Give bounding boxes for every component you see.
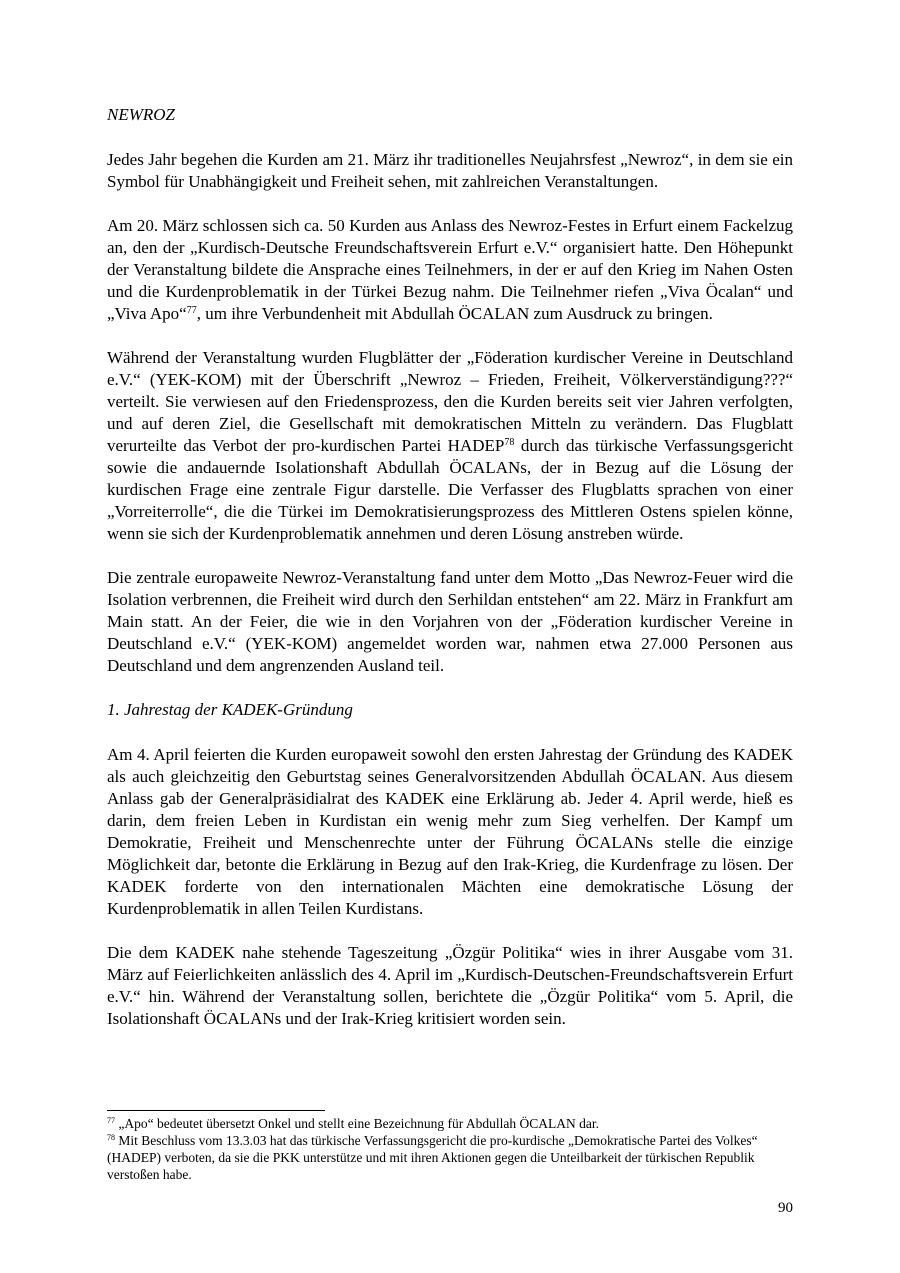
paragraph-3 — [107, 347, 793, 545]
footnote-text: Mit Beschluss vom 13.3.03 hat das türkische Verfassungsgericht die pro-kurdische „Demokratische Partei des Volkes“ (HADEP) verboten, da sie die PKK unterstütze und mit ihren Aktionen gegen die Unteilbarkeit der türkischen Republik verstoßen habe. — [107, 1133, 758, 1182]
page-number: 90 — [778, 1200, 793, 1216]
footnote-ref-78[interactable]: 78 — [504, 437, 515, 448]
paragraph-2-text-a: Am 20. März schlossen sich ca. 50 Kurden aus Anlass des Newroz-Festes in Erfurt einem Fackelzug an, den der „Kurdisch-Deutsche Freundschaftsverein Erfurt e.V.“ organisiert hatte. Den Höhepunkt der Veranstaltung bildete die Ansprache eines Teilnehmers, in der er auf den Krieg im Nahen Osten und die Kurdenproblematik in der Türkei Bezug nahm. Die Teilnehmer riefen „Viva Öcalan“ und „Viva Apo“ — [107, 216, 793, 323]
paragraph-1: Jedes Jahr begehen die Kurden am 21. März ihr traditionelles Neujahrsfest „Newroz“, in dem sie ein Symbol für Unabhängigkeit und Freiheit sehen, mit zahlreichen Veranstaltungen. — [107, 150, 793, 191]
paragraph-3-text-b: durch das türkische Verfassungsgericht sowie die andauernde Isolationshaft Abdullah ÖCALANs, der in Bezug auf die Lösung der kurdischen Frage eine zentrale Figur darstelle. Die Verfasser des Flugblatts sprachen von einer „Vorreiterrolle“, die die Türkei im Demokratisierungsprozess des Mittleren Ostens spielen könne, wenn sie sich der Kurdenproblematik annehmen und deren Lösung anstreben würde. — [107, 436, 793, 543]
footnote-77 — [107, 1115, 793, 1132]
section-heading-newroz: NEWROZ — [107, 105, 175, 124]
footnote-number: 77 — [107, 1116, 115, 1125]
footnote-text: „Apo“ bedeutet übersetzt Onkel und stellt eine Bezeichnung für Abdullah ÖCALAN dar. — [118, 1116, 599, 1131]
section-heading-kadek: 1. Jahrestag der KADEK-Gründung — [107, 700, 353, 719]
paragraph-5: Am 4. April feierten die Kurden europaweit sowohl den ersten Jahrestag der Gründung des KADEK als auch gleichzeitig den Geburtstag seines Generalvorsitzenden Abdullah ÖCALAN. Aus diesem Anlass gab der Generalpräsidialrat des KADEK eine Erklärung ab. Jeder 4. April werde, hieß es darin, dem freien Leben in Kurdistan ein wenig mehr zum Sieg verhelfen. Der Kampf um Demokratie, Freiheit und Menschenrechte unter der Führung ÖCALANs stelle die einzige Möglichkeit dar, betonte die Erklärung in Bezug auf den Irak-Krieg, die Kurdenfrage zu lösen. Der KADEK forderte von den internationalen Mächten eine demokratische Lösung der Kurdenproblematik in allen Teilen Kurdistans. — [107, 745, 793, 918]
paragraph-3-text-a: Während der Veranstaltung wurden Flugblätter der „Föderation kurdischer Vereine in Deutschland e.V.“ (YEK-KOM) mit der Überschrift „Newroz – Frieden, Freiheit, Völkerverständigung???“ verteilt. Sie verwiesen auf den Friedensprozess, den die Kurden bereits seit vier Jahren verfolgten, und auf deren Ziel, die Gesellschaft mit demokratischen Mitteln zu verändern. Das Flugblatt verurteilte das Verbot der pro-kurdischen Partei HADEP — [107, 348, 793, 455]
paragraph-2 — [107, 215, 793, 325]
footnote-number: 78 — [107, 1133, 115, 1142]
footnote-divider — [107, 1110, 325, 1111]
footnote-ref-77[interactable]: 77 — [186, 305, 197, 316]
paragraph-6: Die dem KADEK nahe stehende Tageszeitung „Özgür Politika“ wies in ihrer Ausgabe vom 31. März auf Feierlichkeiten anlässlich des 4. April im „Kurdisch-Deutschen-Freundschaftsverein Erfurt e.V.“ hin. Während der Veranstaltung sollen, berichtete die „Özgür Politika“ vom 5. April, die Isolationshaft ÖCALANs und der Irak-Krieg kritisiert worden sein. — [107, 943, 793, 1028]
main-content — [107, 104, 793, 1052]
footnotes — [107, 1115, 793, 1183]
footnote-78 — [107, 1132, 793, 1183]
paragraph-4: Die zentrale europaweite Newroz-Veranstaltung fand unter dem Motto „Das Newroz-Feuer wird die Isolation verbrennen, die Freiheit wird durch den Serhildan entstehen“ am 22. März in Frankfurt am Main statt. An der Feier, die wie in den Vorjahren von der „Föderation kurdischer Vereine in Deutschland e.V.“ (YEK-KOM) angemeldet worden war, nahmen etwa 27.000 Personen aus Deutschland und dem angrenzenden Ausland teil. — [107, 568, 793, 675]
paragraph-2-text-b: , um ihre Verbundenheit mit Abdullah ÖCALAN zum Ausdruck zu bringen. — [196, 304, 713, 323]
